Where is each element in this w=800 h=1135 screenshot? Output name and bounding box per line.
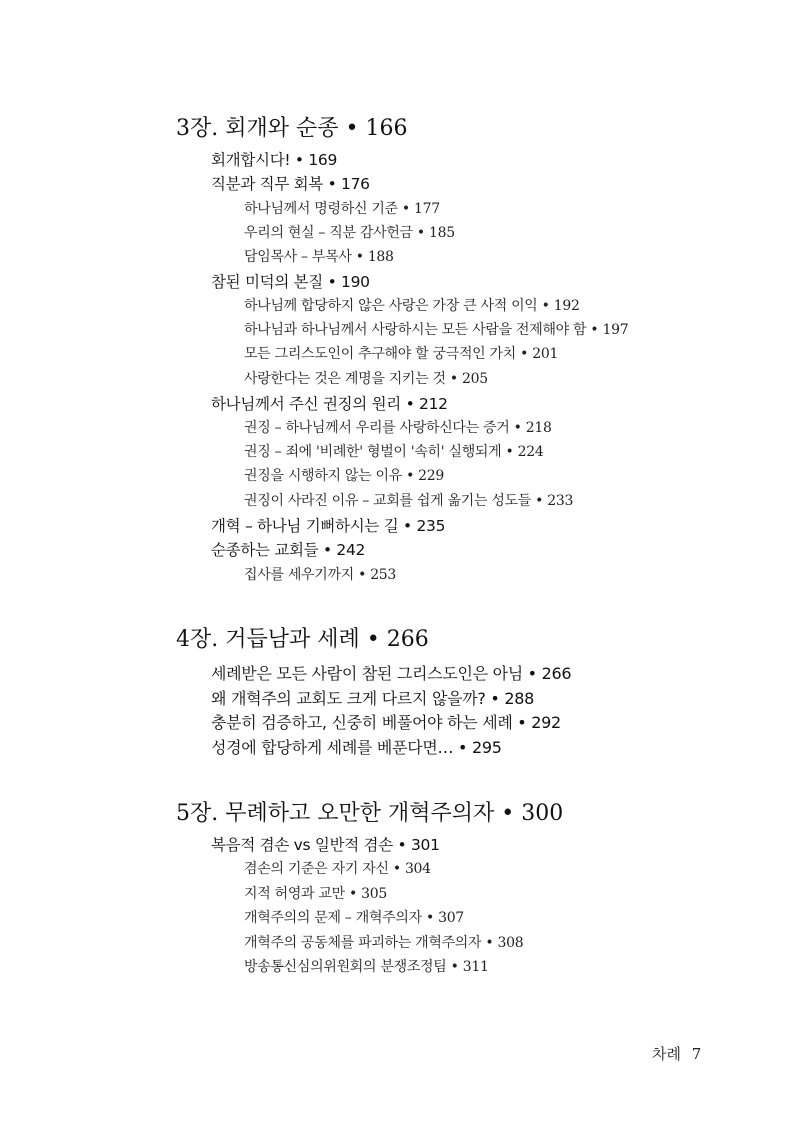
toc-subentry: 우리의 현실 – 직분 감사헌금 • 185 bbox=[244, 225, 455, 241]
toc-subentry: 하나님께 합당하지 않은 사랑은 가장 큰 사적 이익 • 192 bbox=[244, 298, 580, 314]
toc-subentry: 사랑한다는 것은 계명을 지키는 것 • 205 bbox=[244, 371, 488, 387]
toc-subentry: 권징 – 죄에 '비례한' 형벌이 '속히' 실행되게 • 224 bbox=[244, 444, 544, 460]
toc-entry: 복음적 겸손 vs 일반적 겸손 • 301 bbox=[211, 836, 440, 854]
toc-entry: 왜 개혁주의 교회도 크게 다르지 않을까? • 288 bbox=[211, 689, 534, 708]
page-number: 7 bbox=[691, 1045, 702, 1063]
toc-entry: 하나님께서 주신 권징의 원리 • 212 bbox=[211, 395, 448, 413]
page-footer bbox=[652, 1043, 701, 1065]
toc-entry: 직분과 직무 회복 • 176 bbox=[211, 175, 370, 193]
toc-subentry: 개혁주의 공동체를 파괴하는 개혁주의자 • 308 bbox=[244, 935, 524, 951]
toc-subentry: 담임목사 – 부목사 • 188 bbox=[244, 249, 394, 265]
toc-entry: 순종하는 교회들 • 242 bbox=[211, 541, 366, 559]
toc-subentry: 하나님과 하나님께서 사랑하시는 모든 사람을 전제해야 함 • 197 bbox=[244, 322, 629, 338]
toc-entry: 참된 미덕의 본질 • 190 bbox=[211, 273, 370, 291]
toc-subentry: 하나님께서 명령하신 기준 • 177 bbox=[244, 201, 440, 217]
chapter-title: 5장. 무례하고 오만한 개혁주의자 • 300 bbox=[176, 801, 564, 826]
chapter-title: 3장. 회개와 순종 • 166 bbox=[176, 116, 408, 141]
toc-subentry: 모든 그리스도인이 추구해야 할 궁극적인 가치 • 201 bbox=[244, 346, 559, 362]
toc-subentry: 겸손의 기준은 자기 자신 • 304 bbox=[244, 861, 431, 877]
toc-subentry: 권징이 사라진 이유 – 교회를 쉽게 옮기는 성도들 • 233 bbox=[244, 493, 574, 509]
toc-subentry: 권징 – 하나님께서 우리를 사랑하신다는 증거 • 218 bbox=[244, 420, 552, 436]
toc-subentry: 집사를 세우기까지 • 253 bbox=[244, 567, 397, 583]
toc-subentry: 권징을 시행하지 않는 이유 • 229 bbox=[244, 468, 444, 484]
chapter-title: 4장. 거듭남과 세례 • 266 bbox=[176, 627, 429, 652]
toc-entry: 충분히 검증하고, 신중히 베풀어야 하는 세례 • 292 bbox=[211, 713, 561, 732]
toc-entry: 성경에 합당하게 세례를 베푼다면… • 295 bbox=[211, 738, 502, 757]
toc-subentry: 방송통신심의위원회의 분쟁조정팀 • 311 bbox=[244, 959, 489, 975]
toc-subentry: 지적 허영과 교만 • 305 bbox=[244, 886, 387, 902]
toc-entry: 세례받은 모든 사람이 참된 그리스도인은 아님 • 266 bbox=[211, 664, 572, 683]
toc-entry: 개혁 – 하나님 기뻐하시는 길 • 235 bbox=[211, 517, 446, 535]
footer-label: 차례 bbox=[652, 1045, 681, 1063]
toc-entry: 회개합시다! • 169 bbox=[211, 151, 338, 169]
toc-subentry: 개혁주의의 문제 – 개혁주의자 • 307 bbox=[244, 910, 464, 926]
